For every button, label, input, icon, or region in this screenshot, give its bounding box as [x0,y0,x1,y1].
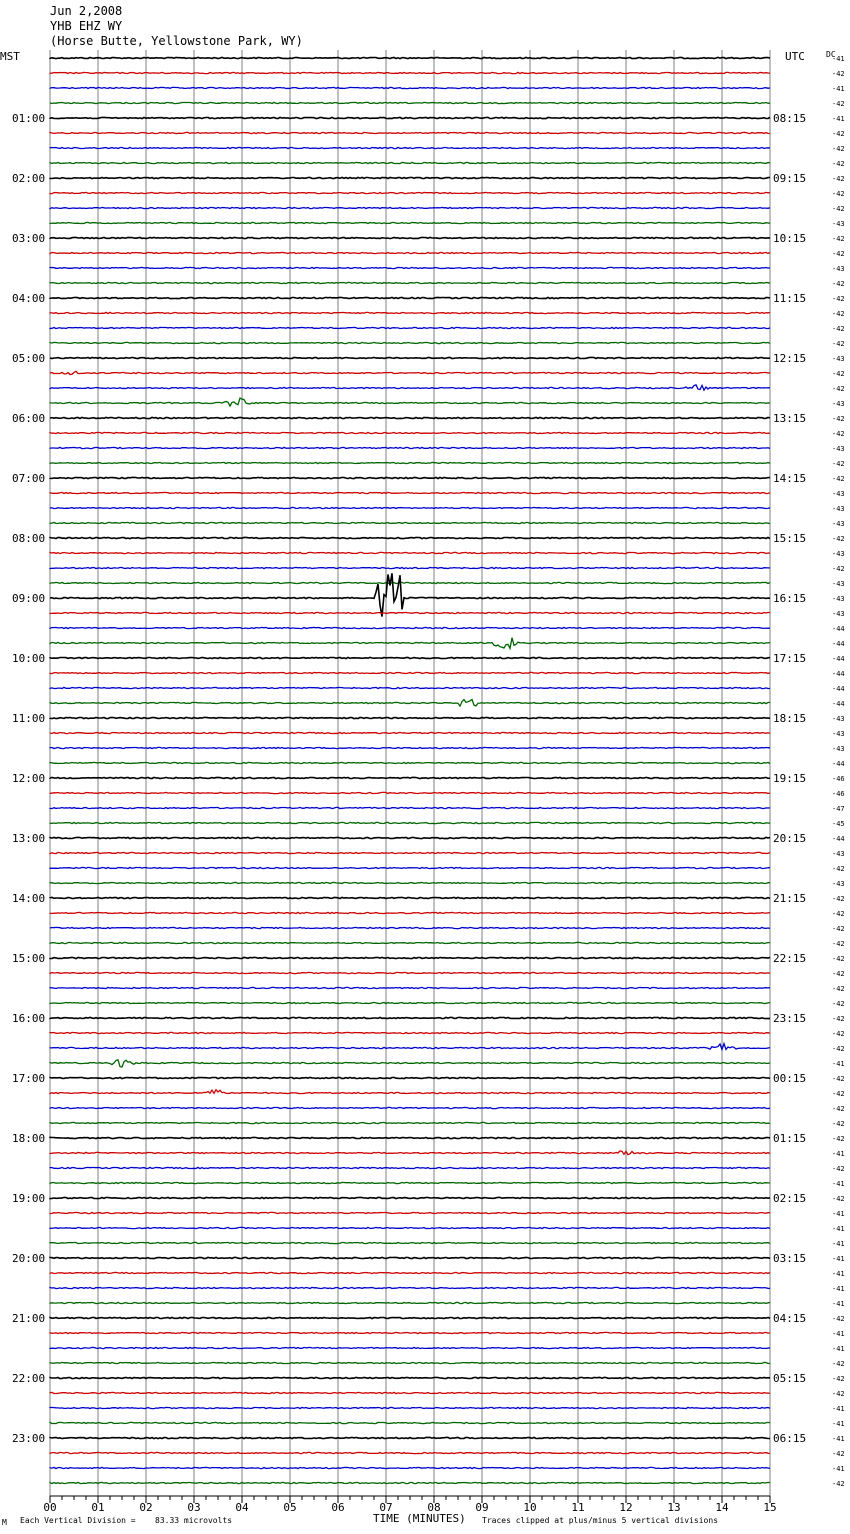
trace-row [50,417,770,418]
trace-row [50,1002,770,1003]
trace-row [50,732,770,733]
trace-row [50,867,770,868]
x-tick-label: 01 [91,1501,105,1514]
trace-row [50,87,770,88]
trace-row [50,177,770,178]
x-tick-label: 11 [571,1501,585,1514]
dc-offset-label: -41 [832,1345,845,1353]
dc-offset-label: -42 [832,1195,845,1203]
trace-row [50,462,770,463]
dc-offset-label: -42 [832,235,845,243]
trace-row [50,1467,770,1468]
trace-row [50,912,770,913]
mst-hour-label: 10:00 [12,652,46,665]
trace-row [50,1377,770,1378]
utc-hour-label: 17:15 [773,652,807,665]
utc-hour-label: 01:15 [773,1132,807,1145]
trace-row [50,638,770,649]
dc-offset-label: -41 [832,1150,845,1158]
dc-offset-label: -41 [832,1435,845,1443]
dc-offset-label: -42 [832,1390,845,1398]
x-tick-label: 14 [715,1501,729,1514]
dc-offset-label: -42 [832,1000,845,1008]
trace-row [50,1077,770,1078]
mst-hour-label: 03:00 [12,232,46,245]
trace-row [50,762,770,763]
dc-offset-label: -42 [832,1045,845,1053]
dc-offset-label: -42 [832,310,845,318]
utc-hour-label: 19:15 [773,772,807,785]
trace-row [50,1044,770,1050]
mst-axis-label: MST [0,50,20,63]
trace-row [50,222,770,223]
trace-row [50,507,770,508]
trace-row [50,371,770,374]
trace-row [50,612,770,613]
trace-row [50,72,770,73]
trace-row [50,342,770,343]
dc-offset-label: -42 [832,565,845,573]
mst-hour-label: 01:00 [12,112,46,125]
dc-offset-label: -41 [832,1270,845,1278]
utc-hour-label: 15:15 [773,532,807,545]
dc-offset-label: -42 [832,190,845,198]
dc-offset-label: -43 [832,445,845,453]
utc-hour-label: 11:15 [773,292,807,305]
x-tick-label: 08 [427,1501,441,1514]
trace-row [50,1347,770,1348]
dc-offset-label: -42 [832,160,845,168]
dc-offset-label: -42 [832,70,845,78]
trace-row [50,1272,770,1273]
dc-offset-label: -42 [832,295,845,303]
dc-offset-label: -42 [832,910,845,918]
trace-row [50,282,770,283]
dc-offset-label: -44 [832,685,845,693]
trace-row [50,237,770,238]
mst-hour-label: 07:00 [12,472,46,485]
dc-offset-label: -43 [832,730,845,738]
dc-offset-label: -42 [832,250,845,258]
trace-row [50,567,770,568]
trace-row [50,102,770,103]
trace-row [50,897,770,898]
dc-offset-label: -44 [832,835,845,843]
dc-offset-label: -42 [832,100,845,108]
dc-offset-label: -47 [832,805,845,813]
utc-axis-label: UTC [785,50,805,63]
clip-note: Traces clipped at plus/minus 5 vertical divisions [482,1516,719,1525]
dc-offset-label: -42 [832,1360,845,1368]
trace-row [50,1137,770,1138]
trace-row [50,1167,770,1168]
mst-hour-label: 14:00 [12,892,46,905]
utc-hour-label: 04:15 [773,1312,807,1325]
trace-row [50,822,770,823]
dc-offset-label: -41 [832,115,845,123]
mst-hour-label: 22:00 [12,1372,46,1385]
trace-row [50,1242,770,1243]
trace-row [50,252,770,253]
x-tick-label: 13 [667,1501,681,1514]
dc-offset-label: -41 [832,1285,845,1293]
trace-row [50,492,770,493]
dc-offset-label: -43 [832,550,845,558]
mst-hour-label: 18:00 [12,1132,46,1145]
trace-row [50,1227,770,1228]
dc-offset-label: -44 [832,760,845,768]
trace-row [50,1332,770,1333]
trace-row [50,573,770,616]
dc-offset-label: -42 [832,535,845,543]
x-tick-label: 03 [187,1501,201,1514]
trace-row [50,357,770,358]
dc-offset-label: -42 [832,865,845,873]
trace-row [50,432,770,433]
dc-offset-label: -43 [832,745,845,753]
dc-offset-label: -41 [832,1225,845,1233]
dc-offset-label: -42 [832,940,845,948]
mst-hour-label: 21:00 [12,1312,46,1325]
trace-row [50,57,770,58]
dc-offset-label: -43 [832,355,845,363]
trace-row [50,807,770,808]
trace-row [50,717,770,718]
trace-row [50,1107,770,1108]
mst-hour-label: 13:00 [12,832,46,845]
trace-row [50,747,770,748]
dc-offset-label: -41 [832,1465,845,1473]
dc-offset-label: -42 [832,280,845,288]
trace-row [50,447,770,448]
mst-hour-label: 19:00 [12,1192,46,1205]
trace-row [50,687,770,688]
trace-row [50,837,770,838]
dc-offset-label: -43 [832,265,845,273]
dc-offset-label: -41 [832,85,845,93]
trace-row [50,1452,770,1453]
utc-hour-label: 23:15 [773,1012,807,1025]
dc-offset-label: -42 [832,145,845,153]
trace-row [50,537,770,538]
dc-offset-label: -42 [832,1315,845,1323]
dc-offset-label: -42 [832,925,845,933]
trace-row [50,1017,770,1018]
trace-row [50,700,770,707]
trace-row [50,987,770,988]
trace-row [50,1392,770,1393]
mst-hour-label: 15:00 [12,952,46,965]
trace-row [50,1212,770,1213]
utc-hour-label: 20:15 [773,832,807,845]
x-tick-label: 02 [139,1501,153,1514]
mst-hour-label: 06:00 [12,412,46,425]
trace-row [50,1302,770,1303]
utc-hour-label: 18:15 [773,712,807,725]
utc-hour-label: 22:15 [773,952,807,965]
trace-row [50,852,770,853]
trace-row [50,267,770,268]
trace-row [50,297,770,298]
dc-offset-label: -41 [832,1330,845,1338]
trace-row [50,522,770,523]
dc-offset-label: -41 [832,1405,845,1413]
trace-row [50,777,770,778]
utc-hour-label: 13:15 [773,412,807,425]
dc-offset-label: -42 [832,175,845,183]
utc-hour-label: 16:15 [773,592,807,605]
x-tick-label: 06 [331,1501,345,1514]
dc-offset-label: -43 [832,520,845,528]
utc-hour-label: 05:15 [773,1372,807,1385]
dc-offset-label: -46 [832,775,845,783]
trace-row [50,1317,770,1318]
trace-row [50,972,770,973]
dc-offset-label: -42 [832,985,845,993]
trace-row [50,192,770,193]
utc-hour-label: 12:15 [773,352,807,365]
dc-offset-label: -41 [832,1300,845,1308]
utc-hour-label: 09:15 [773,172,807,185]
dc-offset-label: -42 [832,460,845,468]
trace-row [50,1122,770,1123]
dc-offset-label: -43 [832,880,845,888]
dc-offset-label: -41 [832,1255,845,1263]
dc-offset-label: -43 [832,580,845,588]
dc-offset-label: -44 [832,670,845,678]
dc-offset-label: -42 [832,415,845,423]
trace-row [50,1032,770,1033]
dc-offset-label: -45 [832,820,845,828]
dc-offset-label: -42 [832,970,845,978]
trace-row [50,327,770,328]
scale-prefix: Each Vertical Division = [20,1516,136,1525]
dc-offset-label: -42 [832,1105,845,1113]
mst-hour-label: 16:00 [12,1012,46,1025]
dc-label: DC [826,50,836,59]
dc-offset-label: -42 [832,475,845,483]
x-tick-label: 04 [235,1501,249,1514]
trace-row [50,398,770,406]
x-axis-title: TIME (MINUTES) [373,1512,466,1525]
trace-row [50,1287,770,1288]
utc-hour-label: 03:15 [773,1252,807,1265]
dc-offset-label: -42 [832,1030,845,1038]
mst-hour-label: 08:00 [12,532,46,545]
dc-offset-label: -41 [832,55,845,63]
dc-offset-label: -42 [832,1075,845,1083]
dc-offset-label: -42 [832,1090,845,1098]
dc-offset-label: -41 [832,1240,845,1248]
trace-row [50,882,770,883]
mst-hour-label: 02:00 [12,172,46,185]
mst-hour-label: 09:00 [12,592,46,605]
dc-offset-label: -42 [832,1480,845,1488]
x-tick-label: 15 [763,1501,777,1514]
trace-row [50,1197,770,1198]
dc-offset-label: -43 [832,850,845,858]
dc-offset-label: -44 [832,655,845,663]
trace-row [50,627,770,628]
mst-hour-label: 23:00 [12,1432,46,1445]
dc-offset-label: -43 [832,505,845,513]
trace-row [50,792,770,793]
dc-offset-label: -43 [832,715,845,723]
trace-row [50,132,770,133]
trace-row [50,1407,770,1408]
dc-offset-label: -41 [832,1060,845,1068]
trace-row [50,552,770,553]
trace-row [50,147,770,148]
dc-offset-label: -42 [832,1375,845,1383]
mst-hour-label: 12:00 [12,772,46,785]
trace-row [50,162,770,163]
utc-hour-label: 08:15 [773,112,807,125]
trace-row [50,1437,770,1438]
utc-hour-label: 00:15 [773,1072,807,1085]
utc-hour-label: 14:15 [773,472,807,485]
x-tick-label: 10 [523,1501,537,1514]
mst-hour-label: 11:00 [12,712,46,725]
mst-hour-label: 17:00 [12,1072,46,1085]
trace-row [50,927,770,928]
trace-row [50,117,770,118]
dc-offset-label: -42 [832,430,845,438]
trace-row [50,582,770,583]
date-label: Jun 2,2008 [50,4,123,18]
utc-hour-label: 06:15 [773,1432,807,1445]
dc-offset-label: -44 [832,700,845,708]
trace-row [50,942,770,943]
mst-hour-label: 05:00 [12,352,46,365]
dc-offset-label: -42 [832,370,845,378]
trace-row [50,477,770,478]
trace-row [50,1362,770,1363]
mst-hour-label: 04:00 [12,292,46,305]
dc-offset-label: -42 [832,1135,845,1143]
mst-hour-label: 20:00 [12,1252,46,1265]
dc-offset-label: -42 [832,955,845,963]
scale-value: 83.33 microvolts [155,1516,233,1525]
dc-offset-label: -42 [832,1450,845,1458]
x-tick-label: 05 [283,1501,297,1514]
x-tick-label: 12 [619,1501,633,1514]
trace-row [50,957,770,958]
dc-offset-label: -42 [832,1120,845,1128]
trace-row [50,312,770,313]
dc-offset-label: -43 [832,490,845,498]
dc-offset-label: -42 [832,325,845,333]
dc-offset-label: -42 [832,1165,845,1173]
x-tick-label: 09 [475,1501,489,1514]
location-label: (Horse Butte, Yellowstone Park, WY) [50,34,303,48]
utc-hour-label: 02:15 [773,1192,807,1205]
trace-row [50,1060,770,1067]
trace-row [50,1090,770,1094]
dc-offset-label: -44 [832,640,845,648]
dc-offset-label: -41 [832,1210,845,1218]
trace-row [50,1151,770,1155]
trace-row [50,657,770,658]
dc-offset-label: -43 [832,220,845,228]
x-tick-label: 00 [43,1501,57,1514]
trace-row [50,1257,770,1258]
dc-offset-label: -41 [832,1420,845,1428]
trace-row [50,1182,770,1183]
corner-mark: M [2,1518,7,1527]
dc-offset-label: -42 [832,385,845,393]
trace-row [50,385,770,390]
x-tick-label: 07 [379,1501,393,1514]
trace-row [50,672,770,673]
dc-offset-label: -46 [832,790,845,798]
dc-offset-label: -43 [832,595,845,603]
dc-offset-label: -41 [832,1180,845,1188]
utc-hour-label: 10:15 [773,232,807,245]
dc-offset-label: -42 [832,895,845,903]
trace-row [50,207,770,208]
trace-row [50,1422,770,1423]
station-label: YHB EHZ WY [50,19,123,33]
dc-offset-label: -42 [832,205,845,213]
dc-offset-label: -42 [832,1015,845,1023]
utc-hour-label: 21:15 [773,892,807,905]
dc-offset-label: -42 [832,340,845,348]
dc-offset-label: -42 [832,130,845,138]
trace-row [50,1482,770,1483]
dc-offset-label: -44 [832,625,845,633]
dc-offset-label: -43 [832,400,845,408]
dc-offset-label: -43 [832,610,845,618]
